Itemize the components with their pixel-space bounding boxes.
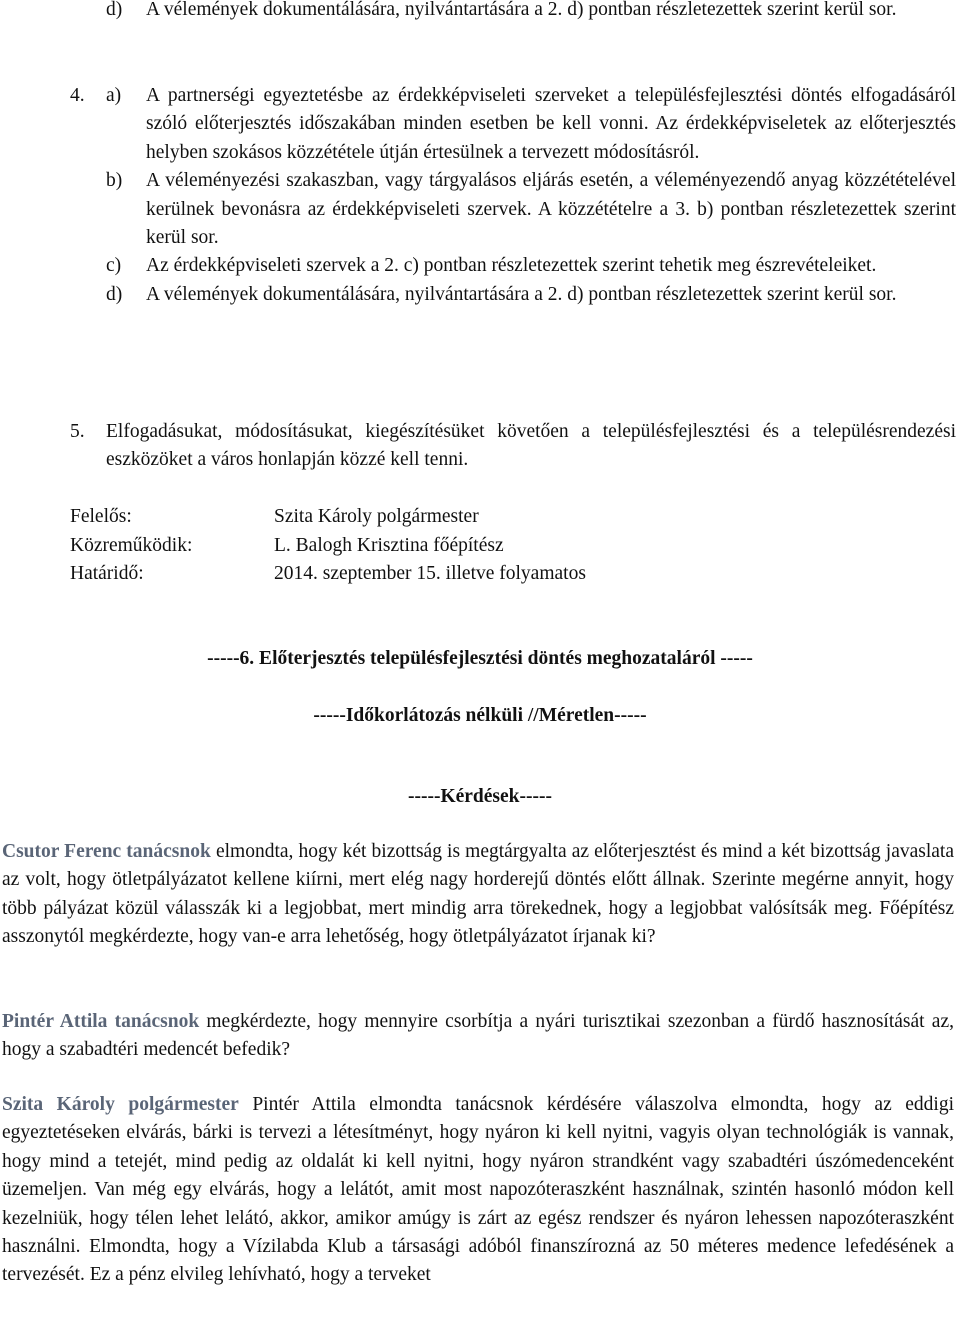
list-item (106, 281, 956, 309)
list-marker: d) (106, 0, 123, 20)
agenda-heading: -----6. Előterjesztés településfejlesztési döntés meghozataláról ----- (207, 648, 753, 669)
speech-paragraph (2, 1091, 954, 1290)
speech-text: Pintér Attila elmondta tanácsnok kérdésére válaszolva elmondta, hogy az eddigi egyeztetéseken elvárás, bárki is tervezi a létesítményt, hogy nyáron ki kell nyitni, vagyis olyan technológiák is vannak, hogy mind a tetejét, mind pedig az oldalát ki kell nyitni, hogy nyáron strandként vagy szabadtéri úszómedenceként üzemeljen. Van még egy elvárás, hogy a lelátót, amit most napozóteraszként használnak, szintén hasonló módon kell kezelniük, hogy télen lehet lelátó, akkor, amikor amúgy is zárt az egész rendszer és nyáron lehessen napozóteraszként használni. Elmondta, hogy a Vízilabda Klub a társasági adóból finanszírozná az 50 méteres medence lefedésének a tervezését. Ez a pénz elvileg lehívható, hogy a terveket (2, 1094, 954, 1286)
list-item (106, 0, 956, 24)
section-4 (70, 82, 956, 309)
speaker-name: Szita Károly polgármester (2, 1094, 239, 1115)
cooperator-value: L. Balogh Krisztina főépítész (274, 535, 504, 556)
speech-paragraph (2, 838, 954, 952)
timing-heading: -----Időkorlátozás nélküli //Méretlen----- (313, 705, 647, 726)
responsible-label: Felelős: (70, 506, 132, 527)
list-item (106, 167, 956, 252)
list-marker: d) (106, 283, 123, 305)
deadline-label: Határidő: (70, 563, 144, 584)
section-5 (70, 418, 956, 475)
speaker-name: Pintér Attila tanácsnok (2, 1011, 200, 1032)
list-text: A vélemények dokumentálására, nyilvántartására a 2. d) pontban részletezettek szerint kerül sor. (146, 0, 897, 20)
list-text: A partnerségi egyeztetésbe az érdekképviseleti szerveket a településfejlesztési döntés elfogadásáról szóló előterjesztés időszakában minden esetben be kell vonni. Az érdekképviseletek az előterjesztés helyben szokásos közzététele útján értesülnek a tervezett módosításról. (146, 85, 956, 163)
section-number: 5. (70, 421, 85, 442)
speaker-name: Csutor Ferenc tanácsnok (2, 841, 211, 862)
cooperator-label: Közreműködik: (70, 535, 193, 556)
list-text: A vélemények dokumentálására, nyilvántartására a 2. d) pontban részletezettek szerint kerül sor. (146, 283, 897, 305)
responsible-value: Szita Károly polgármester (274, 506, 479, 527)
section-4-items (106, 82, 956, 309)
section-5-text: Elfogadásukat, módosításukat, kiegészítésüket követően a településfejlesztési és a településrendezési eszközöket a város honlapján közzé kell tenni. (106, 421, 956, 471)
list-item (106, 82, 956, 167)
deadline-value: 2014. szeptember 15. illetve folyamatos (274, 563, 586, 584)
list-marker: b) (106, 170, 123, 192)
questions-heading: -----Kérdések----- (407, 786, 552, 807)
speech-paragraph (2, 1008, 954, 1065)
list-item (106, 252, 956, 280)
list-marker: c) (106, 255, 122, 277)
speech-text: elmondta, hogy két bizottság is megtárgyalta az előterjesztést és mind a két bizottság javaslata az volt, hogy ötletpályázatot kellene kiírni, mert elég nagy horderejű döntés előtt állnak. Szerinte megérne annyit, hogy több pályázat közül válasszák ki a legjobbat, mert mindig arra törekednek, hogy a legjobbat valósítsák meg. Főépítész asszonytól megkérdezte, hogy van-e arra lehetőség, hogy ötletpályázatot írjanak ki? (2, 841, 955, 948)
section-number: 4. (70, 85, 85, 106)
list-text: Az érdekképviseleti szervek a 2. c) pontban részletezettek szerint tehetik meg észrevételeiket. (146, 255, 877, 277)
speech-text: megkérdezte, hogy mennyire csorbítja a nyári turisztikai szezonban a fürdő hasznosítását az, hogy a szabadtéri medencét befedik? (2, 1011, 954, 1061)
list-marker: a) (106, 85, 122, 106)
list-text: A véleményezési szakaszban, vagy tárgyalásos eljárás esetén, a véleményezendő anyag közzétételével kerülnek bevonásra az érdekképviseleti szervek. A közzétételre a 3. b) pontban részletezettek szerint kerül sor. (146, 170, 956, 249)
